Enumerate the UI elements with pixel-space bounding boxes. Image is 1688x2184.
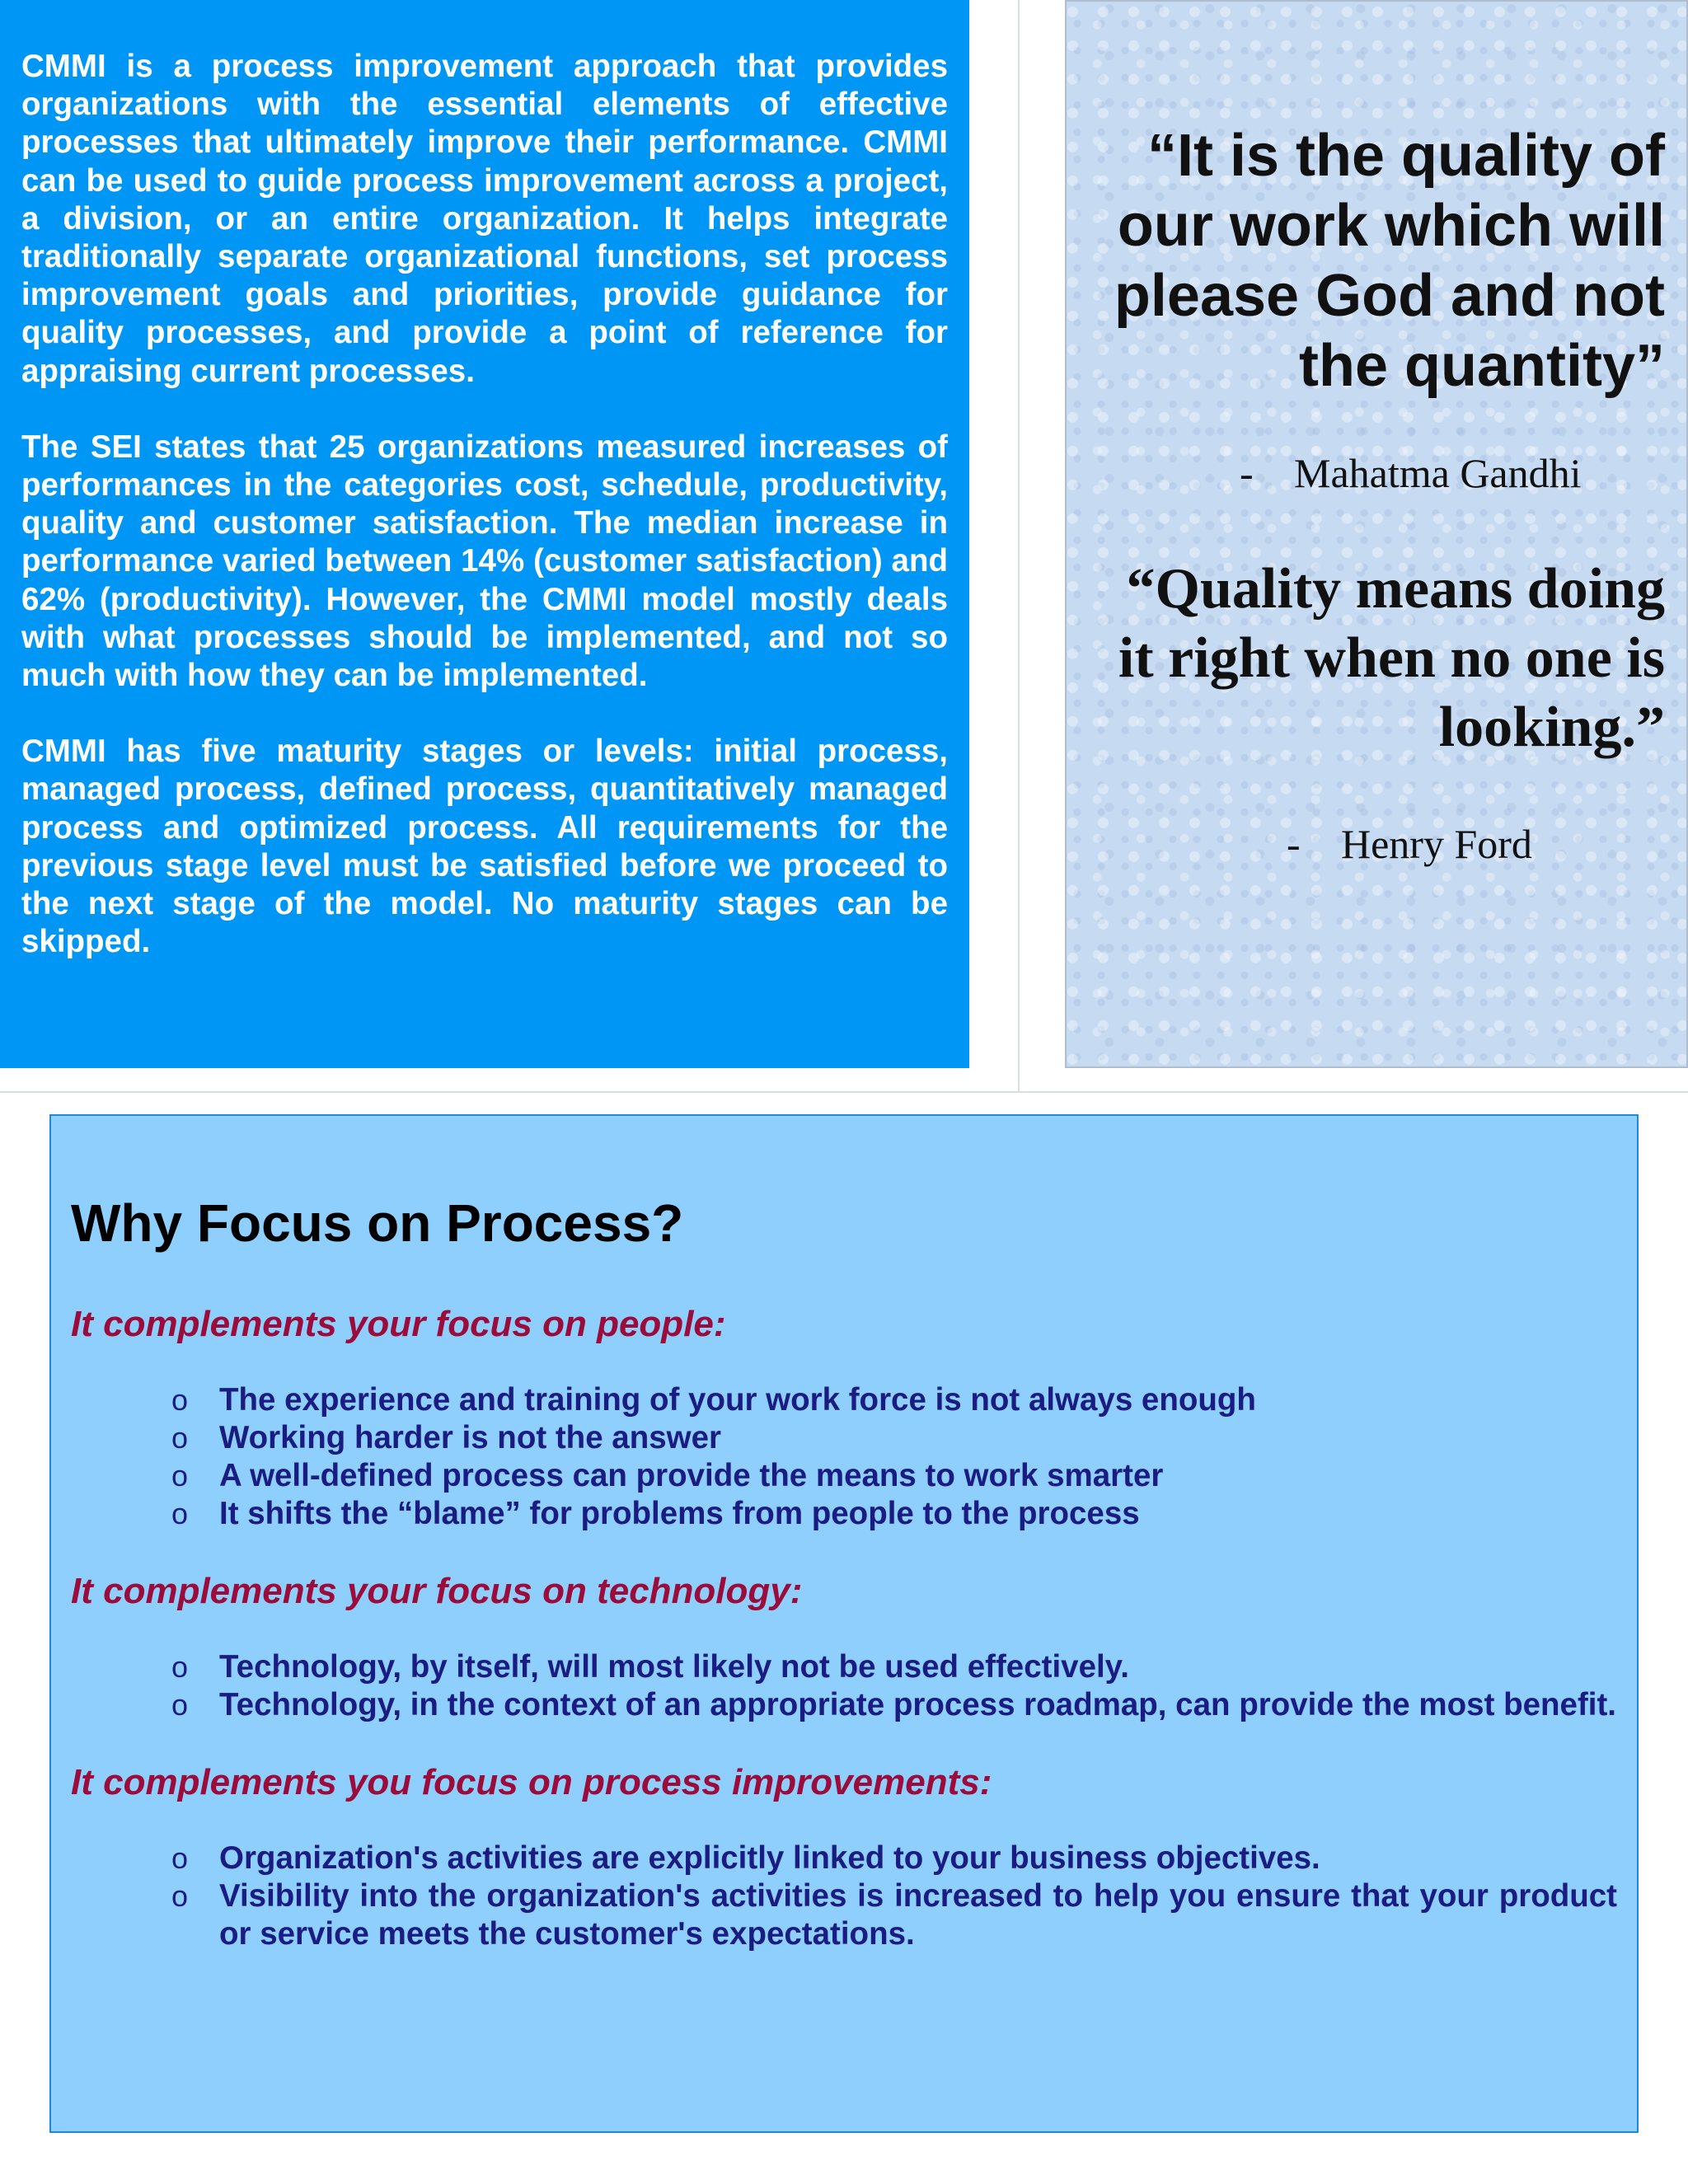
group-heading-technology: It complements your focus on technology: [71, 1571, 803, 1611]
process-improvements-list [71, 1840, 1617, 1953]
quote-gandhi: “It is the quality of our work which will please God and not the quantity” [1114, 123, 1665, 399]
process-title: Why Focus on Process? [71, 1193, 684, 1253]
circle-bullet-icon: o [171, 1688, 189, 1722]
quote-attribution-gandhi [1083, 449, 1665, 497]
list-item: o Working harder is not the answer [171, 1420, 721, 1455]
list-item: o Visibility into the organization's activities is increased to help you ensure that your product or service meets the customer's expectations. [171, 1878, 1617, 1952]
cmmi-paragraph-1: CMMI is a process improvement approach that provides organizations with the essential elements of effective processes that ultimately improve their performance. CMMI can be used to guide process improvement across a project, a division, or an entire organization. It helps integrate traditionally separate organizational functions, set process improvement goals and priorities, provide guidance for quality processes, and provide a point of reference for appraising current processes. [21, 49, 948, 389]
horizontal-divider [0, 1091, 1688, 1093]
group-heading-people: It complements your focus on people: [71, 1304, 726, 1344]
group-heading-process-improvements: It complements you focus on process improvements: [71, 1762, 992, 1802]
vertical-divider [1018, 0, 1020, 1093]
author-ford: Henry Ford [1341, 821, 1532, 867]
process-panel [49, 1114, 1639, 2133]
circle-bullet-icon: o [171, 1879, 189, 1913]
attribution-dash: - [1287, 821, 1301, 867]
list-item: o The experience and training of your work force is not always enough [171, 1382, 1256, 1418]
cmmi-paragraph-2: The SEI states that 25 organizations measured increases of performances in the categories cost, schedule, productivity, quality and customer satisfaction. The median increase in performance varied between 14% (customer satisfaction) and 62% (productivity). However, the CMMI model mostly deals with what processes should be implemented, and not so much with how they can be implemented. [21, 429, 948, 694]
circle-bullet-icon: o [171, 1459, 189, 1493]
cmmi-panel [0, 0, 969, 1068]
technology-list [71, 1648, 1617, 1724]
quotes-panel [1065, 0, 1688, 1068]
list-item: o It shifts the “blame” for problems from people to the process [171, 1496, 1140, 1531]
list-item: o Organization's activities are explicitly linked to your business objectives. [171, 1840, 1320, 1876]
author-gandhi: Mahatma Gandhi [1294, 450, 1582, 496]
circle-bullet-icon: o [171, 1383, 189, 1417]
circle-bullet-icon: o [171, 1421, 189, 1455]
circle-bullet-icon: o [171, 1841, 189, 1875]
circle-bullet-icon: o [171, 1650, 189, 1684]
people-list [71, 1381, 1617, 1533]
list-item: o Technology, by itself, will most likely not be used effectively. [171, 1649, 1129, 1685]
circle-bullet-icon: o [171, 1497, 189, 1530]
quote-attribution-ford [1083, 820, 1665, 868]
attribution-dash: - [1240, 450, 1254, 496]
list-item: o A well-defined process can provide the means to work smarter [171, 1458, 1164, 1493]
list-item: o Technology, in the context of an appropriate process roadmap, can provide the most benefit. [171, 1687, 1616, 1722]
quote-ford: “Quality means doing it right when no one is looking.” [1118, 557, 1665, 759]
cmmi-paragraph-3: CMMI has five maturity stages or levels: initial process, managed process, defined process, quantitatively managed process and optimized process. All requirements for the previous stage level must be satisfied before we proceed to the next stage of the model. No maturity stages can be skipped. [21, 733, 948, 960]
